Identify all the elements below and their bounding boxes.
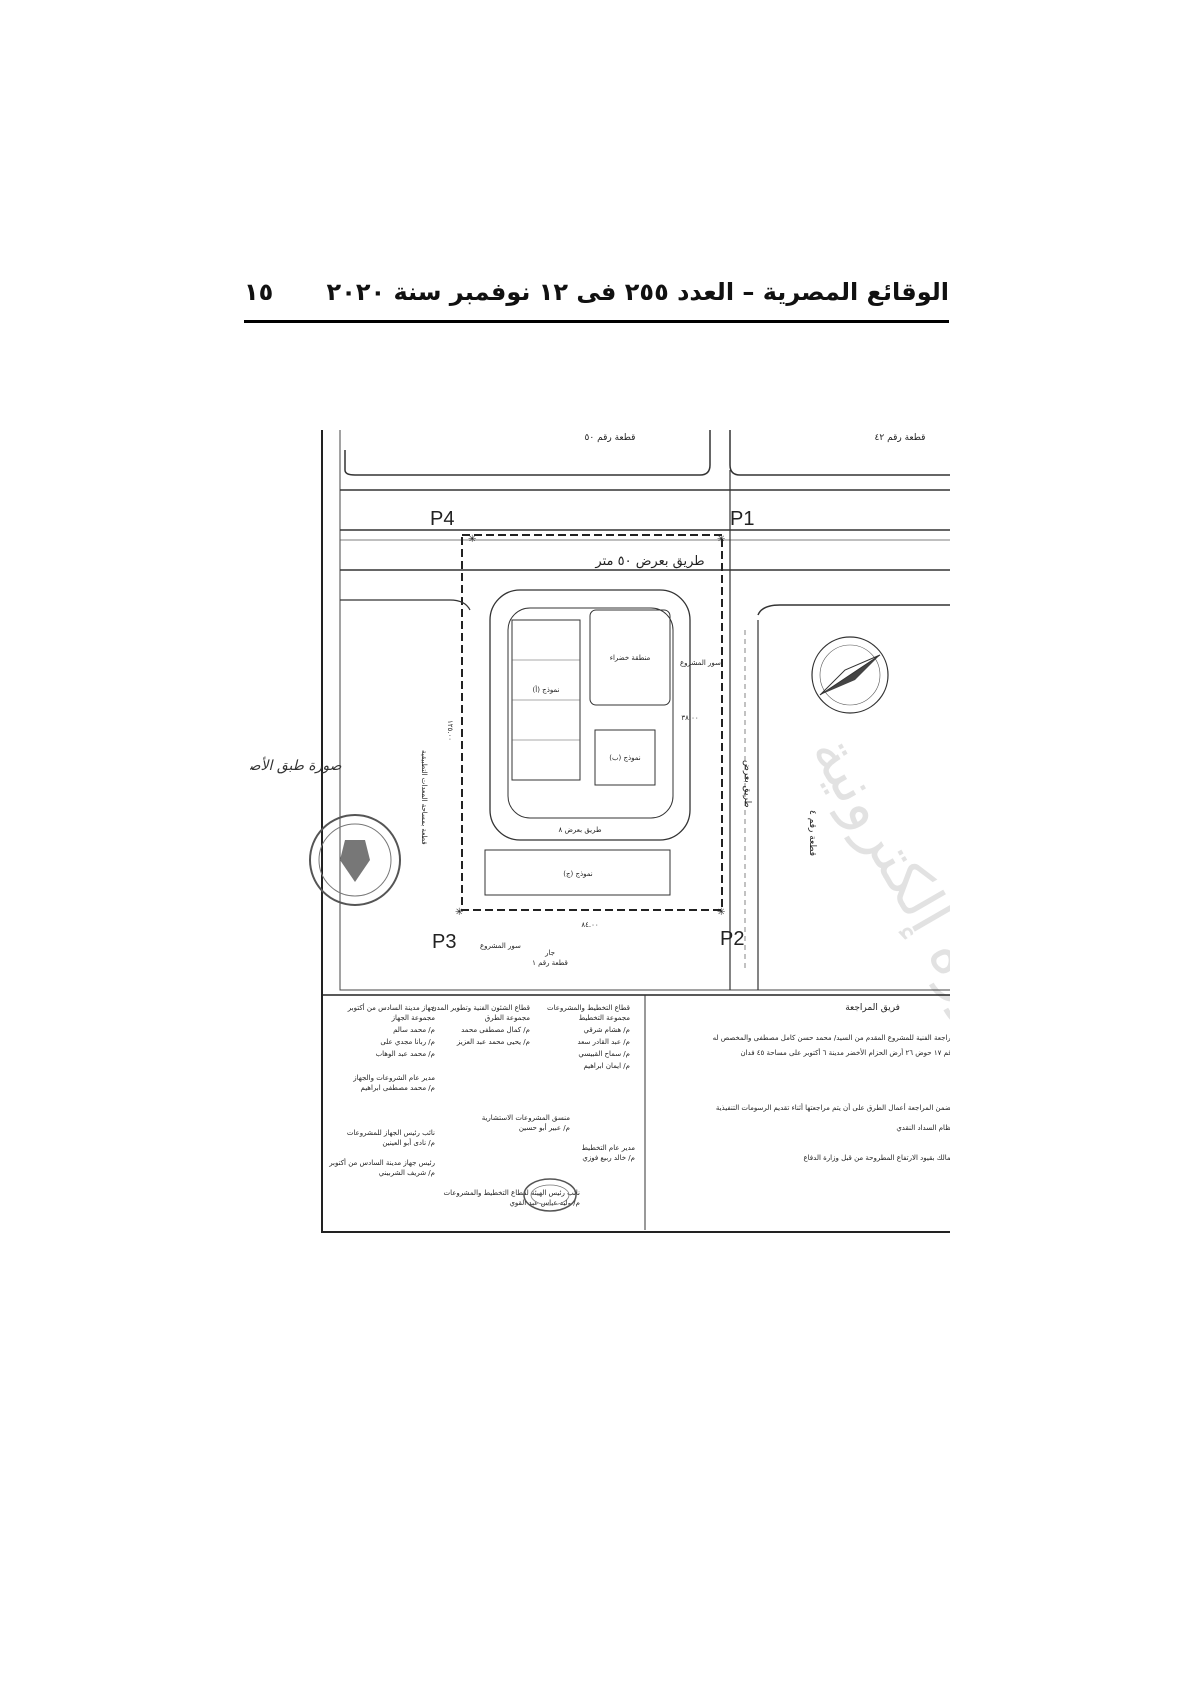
col2-group: مجموعة الطرق [484,1014,530,1022]
svg-text:رقم ١٧ حوض ٢٦ أرض الحزام الأخض: م ١٧ حوض ٢٦ أرض الحزام الأخضر مدينة ٦ أكتوبر على مساحة ٤٥ فدان [740,1049,949,1057]
point-p2: P2 [720,928,745,950]
col2-heading: قطاع الشئون الفنية وتطوير المدن [431,1004,530,1012]
plot-top-right-label: قطعة رقم ٤٢ [874,433,926,443]
handwritten-note: صورة طبق الأ [260,758,342,774]
dimension-right: ٣٨.٠٠ [681,714,699,722]
site-plan-drawing [250,430,950,1330]
svg-text:م/ شريف الشربيني: م/ شريف الشربيني [378,1169,435,1177]
page-header [244,268,949,328]
plot-right-label: قطعة رقم ٤ [807,810,817,857]
svg-text:م/ خالد ربيع فوزي: م/ خالد ربيع فوزي [582,1154,635,1162]
svg-text:م/ محمد عبد الوهاب: م/ محمد عبد الوهاب [375,1050,435,1058]
gazette-title: الوقائع المصرية – العدد ٢٥٥ فى ١٢ نوفمبر سنة ٢٠٢٠ [326,278,949,306]
main-road-label: طريق بعرض ٥٠ متر [595,554,705,569]
svg-text:م/ سماح القبيسي: م/ سماح القبيسي [578,1050,630,1058]
project-boundary [462,535,722,910]
watermark-text: صورة إلكترونية [797,722,950,1084]
col1-group: مجموعة التخطيط [578,1014,630,1022]
svg-text:نائب رئيس الجهاز للمشروعات: نائب رئيس الجهاز للمشروعات [346,1129,435,1137]
building-a-label: نموذج (أ) [532,686,560,694]
project-wall-label-1: سور المشروع [680,659,721,667]
svg-text:المالك بقيود الارتفاع المطروحة: المالك بقيود الارتفاع المطروحة من قبل وزارة الدفاع [803,1154,950,1162]
svg-text:م/ يحيى محمد عبد العزيز: م/ يحيى محمد عبد العزيز [456,1038,530,1046]
svg-text:م/ هشام شرقي: م/ هشام شرقي [583,1026,630,1034]
official-seal-icon [310,815,400,905]
svg-text:✳: ✳ [468,534,477,545]
point-p3: P3 [432,931,457,953]
svg-text:م/ عبير أبو حسين: م/ عبير أبو حسين [518,1124,570,1132]
svg-text:م/ محمد سالم: م/ محمد سالم [393,1026,435,1034]
neighbor-label: جار [545,949,555,957]
svg-text:✳: ✳ [455,907,464,918]
svg-text:✳: ✳ [717,907,726,918]
site-plan [250,430,950,1330]
dimension-left: ١٢٥.٠٠ [446,720,454,742]
svg-text:رئيس جهاز مدينة السادس من أكتو: رئيس جهاز مدينة السادس من أكتوبر [329,1159,435,1167]
page-number: ١٥ [244,278,274,306]
building-b-label: نموذج (ب) [609,754,641,762]
building-c-label: نموذج (ج) [563,870,593,878]
svg-text:✳: ✳ [717,534,726,545]
svg-text:مراجعة الفنية للمشروع المقدم م: مراجعة الفنية للمشروع المقدم من السيد/ محمد حسن كامل مصطفى والمخصص له [712,1034,950,1042]
col1-heading: قطاع التخطيط والمشروعات [547,1004,630,1012]
green-area-label: منطقة خضراء [609,654,651,662]
svg-text:منسق المشروعات الاستشارية: منسق المشروعات الاستشارية [481,1114,570,1122]
side-road-label: طريق بعرض [742,760,752,808]
point-p4: P4 [430,508,455,530]
svg-text:م/ عبد القادر سعد: م/ عبد القادر سعد [577,1038,630,1046]
svg-text:تتضمن المراجعة أعمال الطرق على: تتضمن المراجعة أعمال الطرق على أن يتم مراجعتها أثناء تقديم الرسومات التنفيذية [715,1104,950,1112]
svg-text:مدير عام التخطيط: مدير عام التخطيط [581,1144,635,1152]
header-rule [244,320,949,323]
svg-text:م/ ايمان ابراهيم: م/ ايمان ابراهيم [583,1062,630,1070]
svg-text:م/ كمال مصطفى محمد: م/ كمال مصطفى محمد [461,1026,530,1034]
plot-bottom-label: قطعة رقم ١ [532,959,568,967]
svg-text:م/ نادى أبو العينين: م/ نادى أبو العينين [382,1139,435,1147]
left-side-label: قطعة بمساحة المعدات التطبيقية [420,750,428,845]
col3-heading: جهاز مدينة السادس من أكتوبر [347,1004,435,1012]
svg-text:بنظام السداد النقدي: بنظام السداد النقدي [896,1124,950,1132]
svg-text:م/ ربانا مجدي على: م/ ربانا مجدي على [380,1038,435,1046]
svg-text:م/ وليد عباس عبد القوي: م/ وليد عباس عبد القوي [509,1199,580,1207]
point-p1: P1 [730,508,755,530]
review-title: فريق المراجعة [845,1003,900,1013]
svg-text:م/ محمد مصطفى ابراهيم: م/ محمد مصطفى ابراهيم [360,1084,435,1092]
col3-group: مجموعة الجهاز [391,1014,435,1022]
north-arrow-icon [812,637,888,713]
project-wall-label-2: سور المشروع [480,942,521,950]
svg-text:مدير عام الشروعات والجهاز: مدير عام الشروعات والجهاز [353,1074,435,1082]
svg-text:نائب رئيس الهيئة لقطاع التخطيط: نائب رئيس الهيئة لقطاع التخطيط والمشروعات [443,1189,580,1197]
inner-road-label: طريق بعرض ٨ [558,826,602,834]
plot-top-left-label: قطعة رقم ٥٠ [584,433,636,443]
dimension-bottom: ٨٤.٠٠ [581,921,599,929]
